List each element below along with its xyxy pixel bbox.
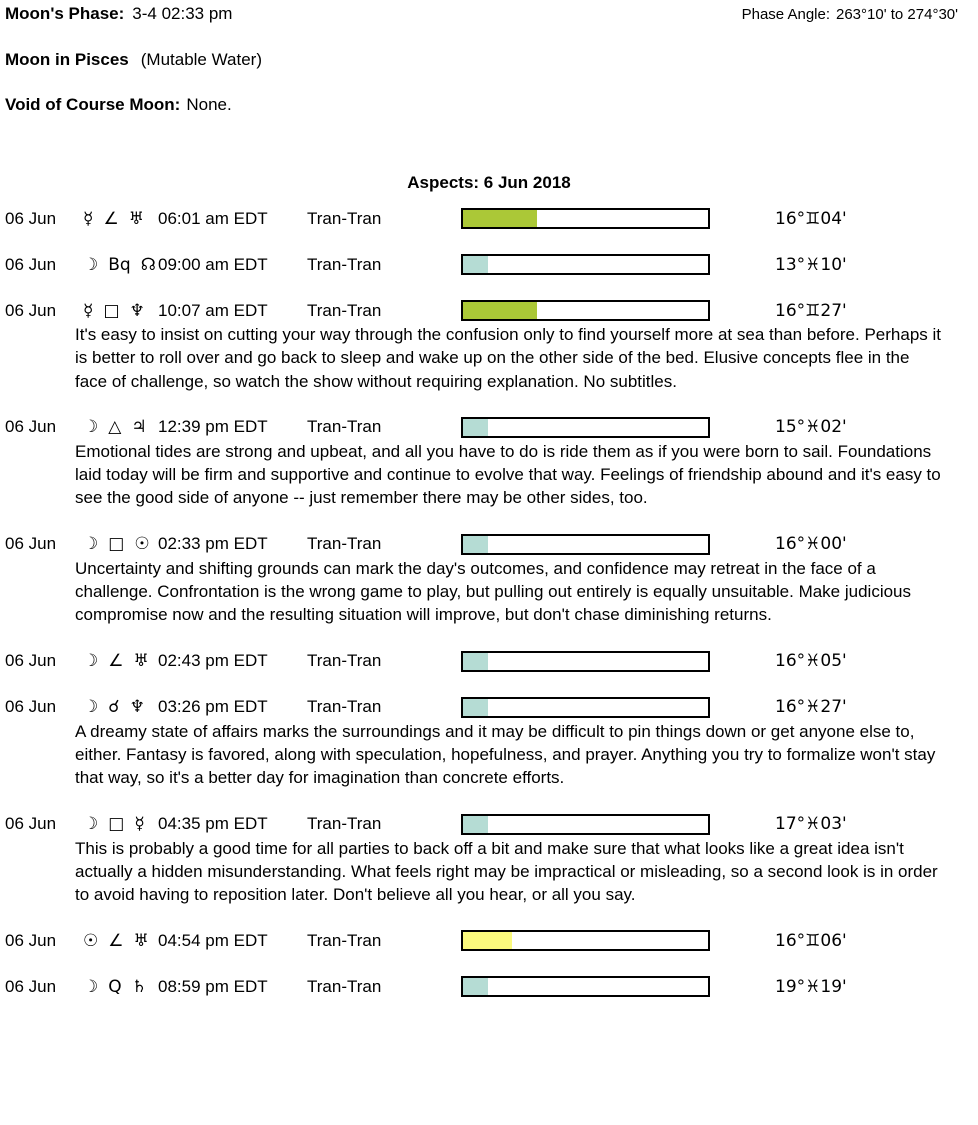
moon-sign: Moon in Pisces xyxy=(5,50,129,69)
void-of-course-line xyxy=(5,95,978,115)
aspect-row-line xyxy=(5,650,978,673)
aspects-title: Aspects: 6 Jun 2018 xyxy=(407,173,571,192)
body1-symbol: ☉ xyxy=(83,930,99,951)
aspect-symbols xyxy=(78,651,158,671)
body2-symbol: ♃ xyxy=(131,417,147,438)
moons-phase-label: Moon's Phase: xyxy=(5,4,125,23)
aspect-position: 19°♓19' xyxy=(775,976,847,997)
aspect-symbol: △ xyxy=(108,417,122,438)
aspect-type: Tran-Tran xyxy=(307,208,382,228)
aspect-symbol: ∠ xyxy=(103,208,119,229)
aspect-row-line xyxy=(5,416,978,439)
aspect-symbols xyxy=(78,417,158,437)
aspect-type: Tran-Tran xyxy=(307,651,382,671)
aspect-type: Tran-Tran xyxy=(307,534,382,554)
report-header xyxy=(5,4,978,24)
aspect-symbols xyxy=(78,255,158,275)
body1-symbol: ☽ xyxy=(83,417,99,438)
moon-sign-quality: (Mutable Water) xyxy=(140,50,262,69)
aspect-symbol: ☌ xyxy=(108,697,120,718)
aspect-symbols xyxy=(78,209,158,229)
aspect-time: 12:39 pm EDT xyxy=(158,417,268,437)
body2-symbol: ☿ xyxy=(134,814,145,835)
aspect-time: 02:43 pm EDT xyxy=(158,651,268,671)
aspect-date: 06 Jun xyxy=(5,976,57,996)
aspect-row xyxy=(5,416,978,510)
aspect-position: 17°♓03' xyxy=(775,814,847,835)
aspect-time: 10:07 am EDT xyxy=(158,300,268,320)
aspect-description: Uncertainty and shifting grounds can mark the day's outcomes, and confidence may retreat in the face of a challenge. Confrontation is the wrong game to play, but pulling out entirely is equally unsuitable. Make judicious compromise now and the resulting situation will improve, but don't chase diminishing returns. xyxy=(75,558,912,625)
aspect-time: 02:33 pm EDT xyxy=(158,534,268,554)
aspect-orb-bar-fill xyxy=(463,816,488,833)
aspect-type: Tran-Tran xyxy=(307,976,382,996)
aspect-type: Tran-Tran xyxy=(307,254,382,274)
aspect-symbol: □ xyxy=(108,814,125,835)
void-of-course-value: None. xyxy=(186,95,232,114)
aspect-symbols xyxy=(78,534,158,554)
body2-symbol: ♆ xyxy=(129,697,145,718)
aspect-position: 16°♓05' xyxy=(775,651,847,672)
aspect-time: 06:01 am EDT xyxy=(158,208,268,228)
aspect-symbols xyxy=(78,814,158,834)
aspect-row-line xyxy=(5,299,978,322)
phase-angle-line xyxy=(742,4,978,23)
aspect-date: 06 Jun xyxy=(5,697,57,717)
aspect-type: Tran-Tran xyxy=(307,930,382,950)
aspect-position: 16°♊04' xyxy=(775,208,847,229)
aspect-orb-bar-fill xyxy=(463,932,512,949)
aspect-type: Tran-Tran xyxy=(307,697,382,717)
moon-sign-line xyxy=(5,50,978,70)
aspect-date: 06 Jun xyxy=(5,208,57,228)
aspect-date: 06 Jun xyxy=(5,651,57,671)
body2-symbol: ♅ xyxy=(133,930,149,951)
aspect-orb-bar-fill xyxy=(463,699,488,716)
body2-symbol: ♆ xyxy=(129,300,145,321)
aspect-symbol: □ xyxy=(103,300,120,321)
aspect-symbol: Q xyxy=(108,976,122,997)
body1-symbol: ☽ xyxy=(83,254,99,275)
body1-symbol: ☽ xyxy=(83,534,99,555)
phase-angle-value: 263°10' to 274°30' xyxy=(836,6,958,23)
aspect-row xyxy=(5,696,978,790)
aspect-orb-bar-fill xyxy=(463,419,488,436)
aspect-position: 16°♊06' xyxy=(775,930,847,951)
body1-symbol: ☿ xyxy=(83,300,94,321)
aspect-row-line xyxy=(5,813,978,836)
aspect-type: Tran-Tran xyxy=(307,417,382,437)
aspect-type: Tran-Tran xyxy=(307,814,382,834)
aspect-time: 09:00 am EDT xyxy=(158,254,268,274)
aspect-row xyxy=(5,533,978,627)
aspect-position: 15°♓02' xyxy=(775,417,847,438)
aspect-orb-bar xyxy=(461,254,710,275)
aspect-row-line xyxy=(5,929,978,952)
aspect-orb-bar-fill xyxy=(463,302,537,319)
aspect-time: 08:59 pm EDT xyxy=(158,976,268,996)
body2-symbol: ♅ xyxy=(128,208,144,229)
aspect-row xyxy=(5,929,978,952)
body2-symbol: ♅ xyxy=(133,651,149,672)
aspect-description: Emotional tides are strong and upbeat, and all you have to do is ride them as if you were born to sail. Foundations laid today will be firm and supportive and continue to evolve that way. Feelings of friendship abound and it's easy to see the good side of anyone -- just remember there may be other sides, too. xyxy=(75,441,941,508)
aspect-symbols xyxy=(78,977,158,997)
aspect-orb-bar xyxy=(461,417,710,438)
aspect-row-line xyxy=(5,975,978,998)
body2-symbol: ☊ xyxy=(140,254,156,275)
aspect-symbols xyxy=(78,931,158,951)
aspect-orb-bar xyxy=(461,208,710,229)
aspect-row xyxy=(5,650,978,673)
aspect-orb-bar-fill xyxy=(463,653,488,670)
aspect-date: 06 Jun xyxy=(5,254,57,274)
aspect-orb-bar xyxy=(461,976,710,997)
aspect-row xyxy=(5,253,978,276)
aspect-date: 06 Jun xyxy=(5,930,57,950)
aspect-date: 06 Jun xyxy=(5,534,57,554)
aspect-description: A dreamy state of affairs marks the surroundings and it may be difficult to pin things down or get anyone else to, either. Fantasy is favored, along with speculation, hopefulness, and prayer. Anything you try to formalize won't stay that way, so it's a better day for imagination than concrete efforts. xyxy=(75,721,936,788)
phase-angle-label: Phase Angle: xyxy=(741,6,830,23)
aspect-position: 13°♓10' xyxy=(775,254,847,275)
aspect-row xyxy=(5,207,978,230)
aspect-symbol: Bq xyxy=(108,254,131,275)
aspect-orb-bar xyxy=(461,534,710,555)
body1-symbol: ☽ xyxy=(83,651,99,672)
aspect-row xyxy=(5,813,978,907)
body2-symbol: ☉ xyxy=(134,534,150,555)
aspect-orb-bar-fill xyxy=(463,210,537,227)
aspect-date: 06 Jun xyxy=(5,814,57,834)
body1-symbol: ☽ xyxy=(83,697,99,718)
body1-symbol: ☽ xyxy=(83,814,99,835)
aspect-orb-bar xyxy=(461,814,710,835)
aspect-symbol: □ xyxy=(108,534,125,555)
void-of-course-label: Void of Course Moon: xyxy=(5,95,181,114)
aspect-orb-bar-fill xyxy=(463,256,488,273)
aspect-position: 16°♓00' xyxy=(775,534,847,555)
aspect-orb-bar-fill xyxy=(463,978,488,995)
aspect-symbol: ∠ xyxy=(108,930,124,951)
aspect-row-line xyxy=(5,207,978,230)
aspect-symbols xyxy=(78,697,158,717)
moons-phase-value: 3-4 02:33 pm xyxy=(132,4,233,23)
aspect-description: This is probably a good time for all parties to back off a bit and make sure that what looks like a great idea isn't actually a hidden misunderstanding. What feels right may be impractical or misleading, so a second look is in order to avoid having to reposition later. Don't believe all you hear, or all you say. xyxy=(75,838,938,905)
aspect-date: 06 Jun xyxy=(5,300,57,320)
aspect-date: 06 Jun xyxy=(5,417,57,437)
aspect-row-line xyxy=(5,253,978,276)
aspect-time: 03:26 pm EDT xyxy=(158,697,268,717)
aspect-symbols xyxy=(78,301,158,321)
aspect-row xyxy=(5,975,978,998)
aspect-list xyxy=(5,207,978,998)
aspect-orb-bar xyxy=(461,930,710,951)
aspect-symbol: ∠ xyxy=(108,651,124,672)
aspect-orb-bar xyxy=(461,697,710,718)
aspect-orb-bar xyxy=(461,300,710,321)
body2-symbol: ♄ xyxy=(131,976,147,997)
aspect-orb-bar xyxy=(461,651,710,672)
aspect-time: 04:54 pm EDT xyxy=(158,930,268,950)
aspect-row xyxy=(5,299,978,393)
moons-phase-line xyxy=(5,4,232,24)
body1-symbol: ☽ xyxy=(83,976,99,997)
aspect-orb-bar-fill xyxy=(463,536,488,553)
aspect-row-line xyxy=(5,533,978,556)
aspect-time: 04:35 pm EDT xyxy=(158,814,268,834)
aspect-row-line xyxy=(5,696,978,719)
aspect-position: 16°♊27' xyxy=(775,300,847,321)
aspect-position: 16°♓27' xyxy=(775,697,847,718)
body1-symbol: ☿ xyxy=(83,208,94,229)
aspect-description: It's easy to insist on cutting your way through the confusion only to find yourself more at sea than before. Perhaps it is better to roll over and go back to sleep and wake up on the other side of the bed. Elusive concepts flee in the face of challenge, so watch the show without requiring explanation. No subtitles. xyxy=(75,325,942,391)
aspect-type: Tran-Tran xyxy=(307,300,382,320)
